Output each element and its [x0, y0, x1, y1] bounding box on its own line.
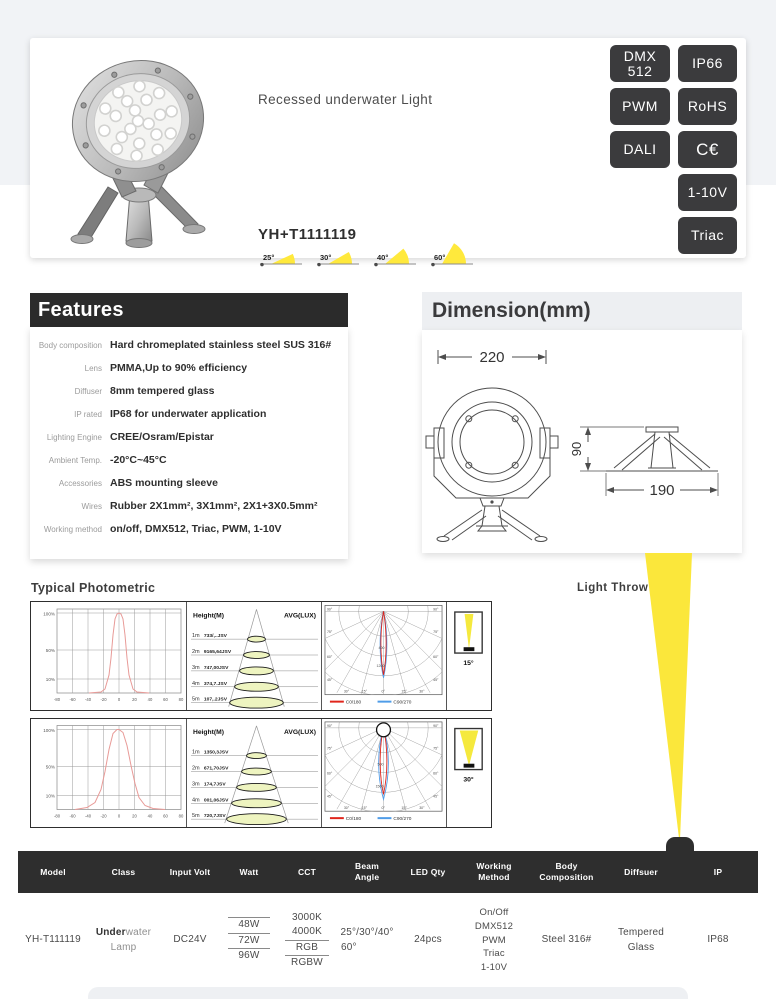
feature-label: Ambient Temp.	[48, 456, 102, 465]
svg-text:C0/180: C0/180	[345, 817, 362, 823]
svg-text:374,7.JSV: 374,7.JSV	[203, 681, 228, 687]
svg-text:40°: 40°	[377, 253, 389, 262]
col-model: Model	[40, 866, 66, 877]
feature-row	[30, 408, 348, 431]
svg-text:90°: 90°	[433, 607, 439, 612]
svg-text:C0/180: C0/180	[345, 700, 362, 706]
col-cct: CCT	[297, 866, 317, 877]
svg-text:10%: 10%	[45, 677, 55, 682]
svg-text:500: 500	[377, 762, 384, 767]
svg-text:0: 0	[117, 813, 121, 819]
badge-triac: Triac	[678, 217, 737, 254]
intensity-curve-chart-30	[31, 719, 186, 827]
cell-input-volt: DC24V	[173, 934, 207, 946]
svg-text:20: 20	[132, 813, 137, 819]
svg-text:90°: 90°	[326, 723, 333, 728]
svg-text:0: 0	[117, 697, 121, 702]
features-title: Features	[38, 299, 124, 321]
badge-column-left	[610, 45, 670, 168]
svg-text:-60: -60	[69, 697, 76, 702]
beam-cone-icon-30	[446, 719, 490, 827]
beam-cone-icon-15	[446, 602, 490, 710]
badge-ip66: IP66	[678, 45, 737, 82]
svg-text:-80: -80	[53, 813, 61, 819]
feature-label: Wires	[81, 502, 102, 511]
svg-text:45°: 45°	[433, 794, 439, 799]
svg-text:75°: 75°	[433, 630, 439, 635]
badge-dali: DALI	[610, 131, 670, 168]
col-body-composition: Body Composition	[539, 861, 594, 882]
svg-text:10%: 10%	[45, 793, 55, 799]
svg-text:1200: 1200	[376, 663, 385, 668]
feature-label: IP rated	[74, 410, 102, 419]
svg-text:30°: 30°	[320, 253, 332, 262]
feature-value: 8mm tempered glass	[110, 385, 215, 397]
svg-text:1350,3JSV: 1350,3JSV	[203, 750, 229, 756]
svg-text:-20: -20	[100, 813, 107, 819]
feature-value: on/off, DMX512, Triac, PWM, 1-10V	[110, 523, 282, 535]
col-class: Class	[111, 866, 136, 877]
svg-text:90°: 90°	[326, 607, 333, 612]
cell-cct: 3000K 4000K RGB RGBW	[277, 911, 337, 971]
feature-row	[30, 339, 348, 362]
svg-text:4m: 4m	[191, 797, 200, 804]
feature-value: ABS mounting sleeve	[110, 477, 218, 489]
svg-text:400: 400	[378, 646, 385, 651]
feature-value: Rubber 2X1mm², 3X1mm², 2X1+3X0.5mm²	[110, 500, 318, 512]
polar-chart-15	[321, 602, 446, 710]
dimension-diagram	[422, 330, 742, 553]
svg-text:45°: 45°	[326, 794, 333, 799]
next-section-edge	[88, 987, 688, 999]
svg-text:30°: 30°	[343, 689, 350, 694]
cell-diffuser: Tempered Glass	[617, 927, 665, 953]
features-list	[30, 327, 348, 559]
svg-text:174,7JSV: 174,7JSV	[203, 782, 226, 788]
svg-text:-60: -60	[69, 813, 76, 819]
feature-value: Hard chromeplated stainless steel SUS 316#	[110, 339, 332, 351]
svg-text:-40: -40	[84, 813, 92, 819]
feature-row	[30, 385, 348, 408]
col-watt: Watt	[239, 866, 259, 877]
beam-angle-25-icon	[258, 242, 304, 270]
feature-row	[30, 523, 348, 546]
svg-text:C90/270: C90/270	[393, 817, 412, 823]
photometric-row-30	[30, 718, 492, 828]
svg-text:1m: 1m	[191, 633, 200, 640]
cell-working-method: On/Off DMX512 PWM Triac 1-10V	[474, 907, 514, 974]
svg-text:4m: 4m	[191, 680, 200, 687]
badge-column-right	[678, 45, 737, 254]
svg-text:30°: 30°	[343, 806, 350, 811]
feature-label: Body composition	[38, 341, 102, 350]
feature-row	[30, 431, 348, 454]
svg-text:40: 40	[147, 813, 153, 819]
feature-row	[30, 362, 348, 385]
svg-text:60: 60	[163, 813, 168, 819]
svg-text:25°: 25°	[263, 253, 275, 262]
col-input-volt: Input Volt	[169, 866, 211, 877]
badge-1-10v: 1-10V	[678, 174, 737, 211]
svg-text:5m: 5m	[191, 696, 200, 703]
svg-text:15°: 15°	[401, 806, 407, 811]
badge-dmx512: DMX 512	[610, 45, 670, 82]
dimension-drawing	[422, 330, 742, 553]
col-led-qty: LED Qty	[410, 866, 446, 877]
svg-text:75°: 75°	[433, 746, 439, 751]
feature-label: Accessories	[58, 479, 102, 488]
svg-text:C90/270: C90/270	[393, 700, 412, 706]
svg-text:733/,..JSV: 733/,..JSV	[203, 634, 228, 640]
spec-table-header	[18, 851, 758, 893]
feature-label: Diffuser	[74, 387, 102, 396]
feature-row	[30, 454, 348, 477]
beam-angle-icons	[258, 242, 475, 270]
cell-ip: IP68	[707, 934, 729, 946]
cell-body-composition: Steel 316#	[541, 934, 592, 946]
svg-text:30°: 30°	[419, 689, 425, 694]
dim-width-label: 220	[479, 349, 505, 366]
beam-angle-30-icon	[315, 242, 361, 270]
feature-value: PMMA,Up to 90% efficiency	[110, 362, 248, 374]
svg-text:100%: 100%	[43, 611, 55, 617]
dim-height-label: 90	[569, 441, 584, 457]
cell-led-qty: 24pcs	[414, 934, 442, 946]
dimension-title: Dimension(mm)	[432, 299, 591, 322]
svg-text:15°: 15°	[463, 659, 474, 667]
col-beam-angle: Beam Angle	[354, 861, 380, 882]
svg-text:720,7JSV: 720,7JSV	[203, 814, 226, 820]
photometric-title: Typical Photometric	[31, 581, 156, 595]
feature-label: Lens	[84, 364, 102, 373]
svg-text:3m: 3m	[191, 664, 200, 671]
svg-text:AVG(LUX): AVG(LUX)	[283, 612, 317, 620]
svg-text:0°: 0°	[381, 806, 385, 811]
svg-text:Height(M): Height(M)	[192, 728, 225, 736]
badge-pwm: PWM	[610, 88, 670, 125]
svg-text:45°: 45°	[433, 677, 439, 682]
badge-rohs: RoHS	[678, 88, 737, 125]
svg-text:-20: -20	[100, 697, 107, 702]
svg-text:100%: 100%	[43, 728, 55, 733]
svg-text:60: 60	[163, 697, 168, 702]
svg-text:75°: 75°	[326, 630, 333, 635]
svg-text:50%: 50%	[45, 648, 55, 653]
feature-value: IP68 for underwater application	[110, 408, 267, 420]
intensity-curve-chart-15	[31, 602, 186, 710]
svg-text:AVG(LUX): AVG(LUX)	[283, 728, 317, 736]
svg-text:80: 80	[178, 697, 184, 702]
photometric-row-15	[30, 601, 492, 711]
product-model: YH+T1111119	[258, 226, 357, 243]
badge-ce-icon: C€	[678, 131, 737, 168]
dim-base-label: 190	[649, 482, 675, 499]
avg-lux-cone-30	[186, 719, 321, 827]
feature-label: Lighting Engine	[46, 433, 102, 442]
beam-angle-60-icon	[429, 242, 475, 270]
beam-angle-40-icon	[372, 242, 418, 270]
col-ip: IP	[713, 866, 723, 877]
feature-row	[30, 477, 348, 500]
svg-text:60°: 60°	[433, 771, 439, 776]
svg-text:60°: 60°	[434, 253, 446, 262]
product-photo	[38, 43, 238, 253]
svg-text:0°: 0°	[381, 689, 385, 694]
svg-text:20: 20	[132, 697, 137, 702]
svg-text:-40: -40	[84, 697, 92, 702]
svg-text:671,70JSV: 671,70JSV	[203, 766, 229, 772]
svg-text:747,00JSV: 747,00JSV	[203, 665, 229, 671]
svg-text:15°: 15°	[401, 689, 407, 694]
svg-text:15°: 15°	[361, 689, 368, 694]
cell-watt: 48W 72W 96W	[221, 917, 277, 964]
cell-beam-angle: 25°/30°/40° 60°	[340, 927, 394, 953]
svg-text:1500: 1500	[375, 784, 384, 789]
svg-text:75°: 75°	[326, 746, 333, 751]
light-throw-title: Light Throw	[577, 582, 649, 594]
svg-text:3m: 3m	[191, 781, 200, 788]
svg-text:45°: 45°	[326, 677, 333, 682]
svg-text:80: 80	[178, 813, 184, 819]
product-title: Recessed underwater Light	[258, 92, 433, 107]
feature-value: -20°C~45°C	[110, 454, 167, 466]
svg-text:60°: 60°	[326, 771, 333, 776]
svg-text:2m: 2m	[191, 649, 200, 656]
svg-text:30°: 30°	[463, 776, 474, 784]
dimension-header	[422, 292, 742, 330]
feature-value: CREE/Osram/Epistar	[110, 431, 214, 443]
avg-lux-cone-15	[186, 602, 321, 710]
product-card	[30, 38, 746, 262]
spec-table-row	[18, 893, 758, 988]
svg-text:60°: 60°	[433, 654, 439, 659]
svg-text:1m: 1m	[191, 749, 200, 756]
svg-text:90°: 90°	[433, 723, 439, 728]
svg-text:107,.2JSV: 107,.2JSV	[203, 697, 228, 703]
svg-text:Height(M): Height(M)	[192, 612, 225, 620]
polar-chart-30	[321, 719, 446, 827]
svg-text:-80: -80	[53, 697, 61, 702]
svg-text:9165,64JSV: 9165,64JSV	[203, 650, 232, 656]
svg-text:60°: 60°	[326, 654, 333, 659]
svg-text:15°: 15°	[361, 806, 368, 811]
cell-model: YH-T111119	[25, 934, 81, 946]
col-diffuser: Diffsuer	[624, 866, 658, 877]
svg-text:40: 40	[147, 697, 153, 702]
light-beam	[645, 553, 692, 845]
col-working-method: Working Method	[476, 861, 512, 882]
features-header	[30, 293, 348, 327]
feature-row	[30, 500, 348, 523]
svg-text:001,06JSV: 001,06JSV	[203, 798, 229, 804]
svg-text:5m: 5m	[191, 813, 200, 820]
svg-text:30°: 30°	[419, 806, 425, 811]
svg-text:2m: 2m	[191, 765, 200, 772]
svg-text:50%: 50%	[45, 764, 55, 770]
cell-class: Underwater Lamp	[95, 927, 152, 953]
feature-label: Working method	[43, 525, 102, 534]
